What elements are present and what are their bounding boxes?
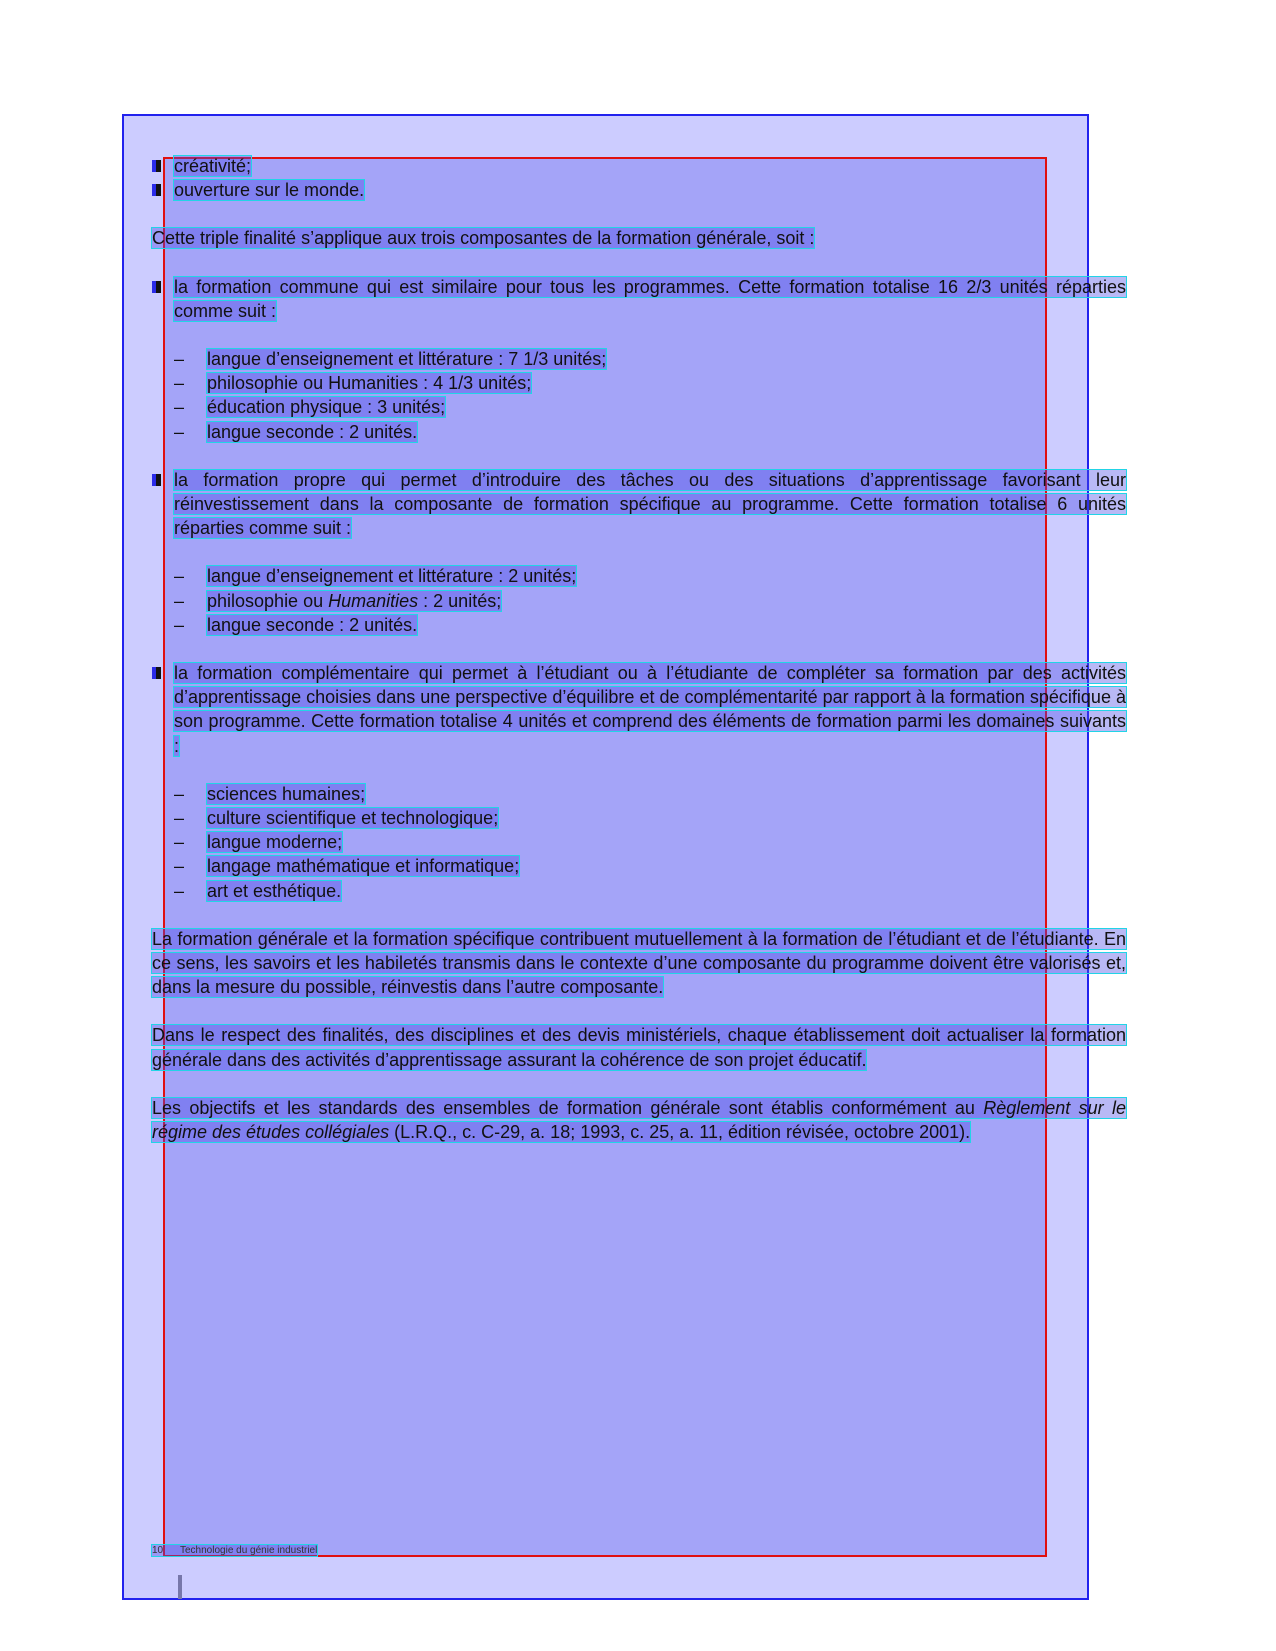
margin-mark [178, 1575, 182, 1599]
list-item: – langue moderne; [174, 830, 1126, 854]
section-formation-complementaire [152, 661, 1126, 758]
section-text: la formation propre qui permet d’introduire des tâches ou des situations d’apprentissage favorisant leur réinvestissement dans la composante de formation spécifique au programme. Cette formation totalise 6 unités réparties comme suit : [152, 468, 1126, 541]
top-bullet-list [152, 154, 1126, 202]
list-item: – langage mathématique et informatique; [174, 854, 1126, 878]
regulation-paragraph: Les objectifs et les standards des ensembles de formation générale sont établis conformément au Règlement sur le régime des études collégiales (L.R.Q., c. C-29, a. 18; 1993, c. 25, a. 11, édition révisée, octobre 2001). [152, 1097, 1126, 1143]
page-number: 10 [152, 1545, 164, 1556]
list-item: créativité; [152, 154, 1126, 178]
list-item: – langue seconde : 2 unités. [174, 420, 1126, 444]
section-formation-commune [152, 275, 1126, 323]
list-item: – langue d’enseignement et littérature : 2 unités; [174, 564, 1126, 588]
paragraph: Dans le respect des finalités, des disciplines et des devis ministériels, chaque établissement doit actualiser la formation générale dans des activités d’apprentissage assurant la cohérence de son projet éducatif. [152, 1025, 1126, 1070]
section-text: la formation complémentaire qui permet à l’étudiant ou à l’étudiante de compléter sa formation par des activités d’apprentissage choisies dans une perspective d’équilibre et de complémentarité par rapport à la formation spécifique à son programme. Cette formation totalise 4 unités et comprend des éléments de formation parmi les domaines suivants : [152, 661, 1126, 758]
list-item: – philosophie ou Humanities : 2 unités; [174, 589, 1126, 613]
list-item: – langue d’enseignement et littérature : 7 1/3 unités; [174, 347, 1126, 371]
dash-list [152, 564, 1126, 637]
page-footer [152, 1545, 317, 1556]
list-item: – culture scientifique et technologique; [174, 806, 1126, 830]
list-item: – sciences humaines; [174, 782, 1126, 806]
section-text: la formation commune qui est similaire pour tous les programmes. Cette formation totalise 16 2/3 unités réparties comme suit : [152, 275, 1126, 323]
section-formation-propre [152, 468, 1126, 541]
paragraph: La formation générale et la formation spécifique contribuent mutuellement à la formation de l’étudiant et de l’étudiante. En ce sens, les savoirs et les habiletés transmis dans le contexte d’une composante du programme doivent être valorisés et, dans la mesure du possible, réinvestis dans l’autre composante. [152, 928, 1126, 998]
list-item: – art et esthétique. [174, 879, 1126, 903]
intro-paragraph: Cette triple finalité s’applique aux trois composantes de la formation générale, soit : [152, 228, 815, 249]
list-item: – langue seconde : 2 unités. [174, 613, 1126, 637]
dash-list [152, 782, 1126, 903]
document-body [152, 154, 1126, 1144]
list-item: – philosophie ou Humanities : 4 1/3 unités; [174, 371, 1126, 395]
footer-title: Technologie du génie industriel [180, 1545, 318, 1556]
dash-list [152, 347, 1126, 444]
list-item: ouverture sur le monde. [152, 178, 1126, 202]
list-item: – éducation physique : 3 unités; [174, 395, 1126, 419]
